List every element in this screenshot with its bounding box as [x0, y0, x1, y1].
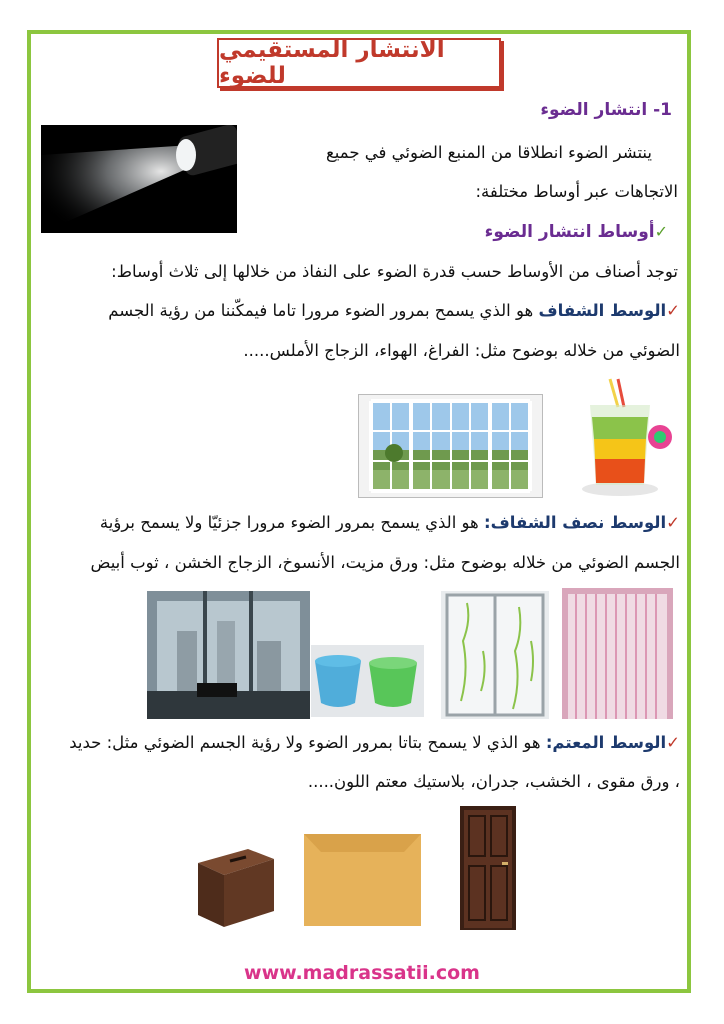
check-icon: ✓ [666, 513, 680, 532]
plastic-bowls-image [311, 645, 424, 717]
window-image [358, 394, 543, 498]
wooden-box-image [192, 845, 278, 930]
translucent-line2: الجسم الضوئي من خلاله بوضوح مثل: ورق مزيت، الأنسوخ، الزجاج الخشن ، ثوب أبيض [90, 553, 680, 572]
check-icon: ✓ [666, 733, 680, 752]
section-heading-light-propagation: 1- انتشار الضوء [540, 100, 672, 120]
opaque-line2: ، ورق مقوى ، الخشب، جدران، بلاستيك معتم اللون..... [307, 772, 680, 791]
curtain-door-image [562, 588, 673, 719]
wooden-door-image [460, 806, 516, 930]
section1-line1: ينتشر الضوء انطلاقا من المنبع الضوئي في جميع [326, 143, 652, 162]
media-heading: ✓أوساط انتشار الضوء [484, 222, 668, 242]
footer-website[interactable]: www.madrassatii.com [244, 962, 480, 984]
media-intro: توجد أصناف من الأوساط حسب قدرة الضوء على النفاذ من خلالها إلى ثلاث أوساط: [111, 262, 678, 281]
check-icon: ✓ [654, 222, 668, 241]
cardboard-envelope-image [304, 834, 421, 926]
section1-line2: الاتجاهات عبر أوساط مختلفة: [475, 182, 678, 201]
cocktail-glass-image [580, 377, 673, 497]
page-title: الانتشار المستقيمي للضوء [219, 37, 445, 89]
title-box [217, 38, 501, 88]
rainy-window-image [147, 591, 310, 719]
check-icon: ✓ [666, 301, 680, 320]
transparent-line1: ✓الوسط الشفاف هو الذي يسمح بمرور الضوء مرورا تاما فيمكّننا من رؤية الجسم [108, 301, 680, 320]
transparent-line2: الضوئي من خلاله بوضوح مثل: الفراغ، الهواء، الزجاج الأملس..... [243, 341, 680, 360]
translucent-line1: ✓الوسط نصف الشفاف: هو الذي يسمح بمرور الضوء مرورا جزئيّا ولا يسمح برؤية [99, 513, 680, 532]
flashlight-image [41, 125, 237, 233]
frosted-door-image [441, 591, 549, 719]
opaque-line1: ✓الوسط المعتم: هو الذي لا يسمح بتاتا بمرور الضوء ولا رؤية الجسم الضوئي مثل: حديد [69, 733, 680, 752]
